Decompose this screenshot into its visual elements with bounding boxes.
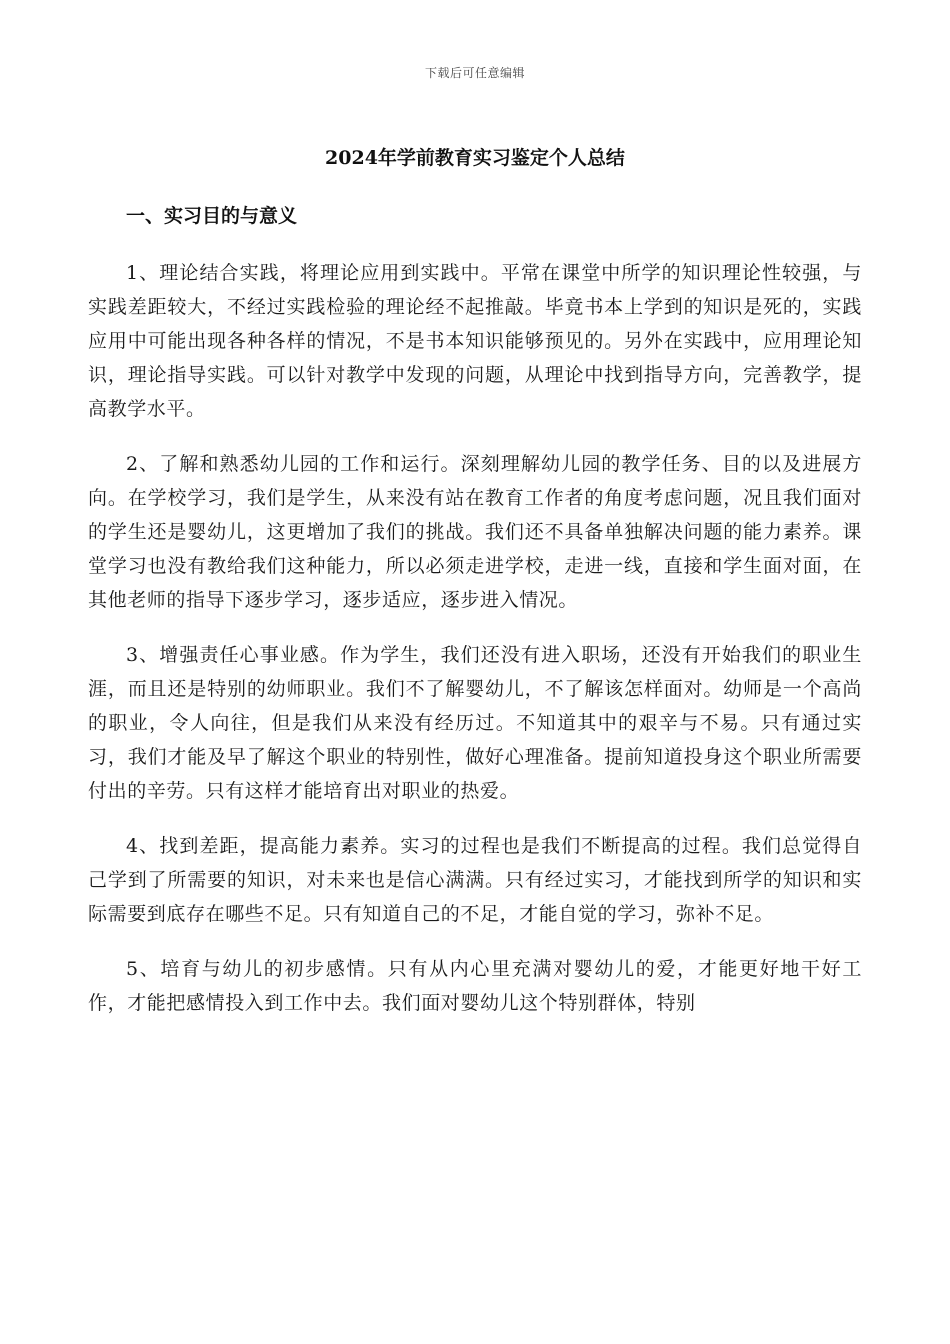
document-title: 2024年学前教育实习鉴定个人总结 [325, 147, 625, 169]
paragraph-1: 1、理论结合实践，将理论应用到实践中。平常在课堂中所学的知识理论性较强，与实践差距较大，不经过实践检验的理论经不起推敲。毕竟书本上学到的知识是死的，实践应用中可能出现各种各样的情况，不是书本知识能够预见的。另外在实践中，应用理论知识，理论指导实践。可以针对教学中发现的问题，从理论中找到指导方向，完善教学，提高教学水平。 [88, 262, 862, 420]
paragraph-2: 2、了解和熟悉幼儿园的工作和运行。深刻理解幼儿园的教学任务、目的以及进展方向。在学校学习，我们是学生，从来没有站在教育工作者的角度考虑问题，况且我们面对的学生还是婴幼儿，这更增加了我们的挑战。我们还不具备单独解决问题的能力素养。课堂学习也没有教给我们这种能力，所以必须走进学校，走进一线，直接和学生面对面，在其他老师的指导下逐步学习，逐步适应，逐步进入情况。 [88, 453, 862, 611]
header-note: 下载后可任意编辑 [424, 66, 525, 80]
paragraph-5: 5、培育与幼儿的初步感情。只有从内心里充满对婴幼儿的爱，才能更好地干好工作，才能把感情投入到工作中去。我们面对婴幼儿这个特别群体，特别 [88, 958, 862, 1014]
paragraph-3: 3、增强责任心事业感。作为学生，我们还没有进入职场，还没有开始我们的职业生涯，而且还是特别的幼师职业。我们不了解婴幼儿，不了解该怎样面对。幼师是一个高尚的职业，令人向往，但是我们从来没有经历过。不知道其中的艰辛与不易。只有通过实习，我们才能及早了解这个职业的特别性，做好心理准备。提前知道投身这个职业所需要付出的辛劳。只有这样才能培育出对职业的热爱。 [88, 644, 862, 802]
document-body [88, 256, 862, 1041]
paragraph-4: 4、找到差距，提高能力素养。实习的过程也是我们不断提高的过程。我们总觉得自己学到了所需要的知识，对未来也是信心满满。只有经过实习，才能找到所学的知识和实际需要到底存在哪些不足。只有知道自己的不足，才能自觉的学习，弥补不足。 [88, 835, 862, 925]
section-heading: 一、实习目的与意义 [126, 205, 298, 227]
